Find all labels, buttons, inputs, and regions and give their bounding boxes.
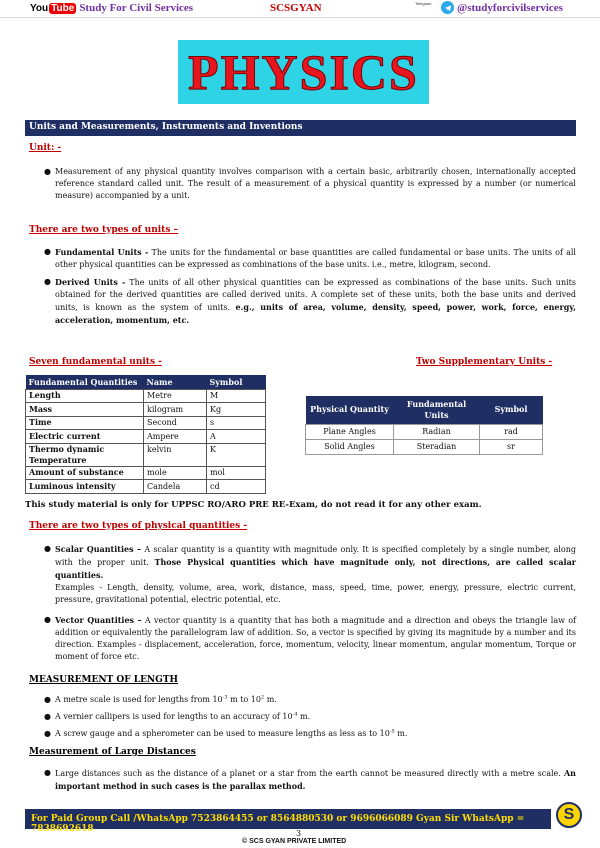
- brand-name: SCSGYAN: [270, 2, 322, 14]
- table-cell: A: [207, 430, 266, 444]
- table-cell: Metre: [144, 389, 207, 403]
- table-cell: Second: [144, 416, 207, 430]
- section-title-bar: Units and Measurements, Instruments and Inventions: [25, 120, 576, 136]
- derived-units-item: ● Derived Units - The units of all other physical quantities can be expressed as combinations of the base units. Such units obtained for the derived quantities are called derived units. A complete set of these units, both the base units and derived units, is known as the system of units. e.g., units of area, volume, density, speed, power, work, force, energy, acceleration, momentum, etc.: [44, 277, 576, 325]
- table-header-row: [306, 396, 543, 424]
- unit-heading: Unit: -: [29, 143, 62, 153]
- bullet-icon: ●: [44, 768, 51, 777]
- table-row: [26, 443, 266, 466]
- supplementary-units-table: [305, 396, 543, 455]
- vector-quantities-item: ● Vector Quantities – A vector quantity is a quantity that has both a magnitude and a direction and obeys the triangle law of addition or equivalently the parallelogram law of addition. So, a vector is specified by giving its magnitude by a number and its direction. Examples - displacement, acceleration, force, momentum, velocity, linear momentum, angular momentum, Torque or moment of force etc.: [44, 615, 576, 661]
- table-cell: Radian: [394, 424, 480, 439]
- column-header: Name: [144, 375, 207, 389]
- table-cell: Candela: [144, 480, 207, 494]
- length-item-2: ● A vernier callipers is used for lengths to an accuracy of $10^{-4}$ m.: [44, 711, 311, 721]
- telegram-handle: @studyforcivilservices: [457, 1, 563, 14]
- bullet-icon: ●: [44, 695, 51, 704]
- table-cell: M: [207, 389, 266, 403]
- table-cell: sr: [480, 439, 543, 454]
- column-header: Physical Quantity: [306, 396, 394, 424]
- table-row: [26, 403, 266, 417]
- telegram-icon: [441, 1, 454, 14]
- table-row: [26, 466, 266, 480]
- table-cell: Ampere: [144, 430, 207, 444]
- table-cell: kelvin: [144, 443, 207, 466]
- bullet-icon: ●: [44, 615, 51, 624]
- top-header: [0, 0, 600, 18]
- table-cell: mol: [207, 466, 266, 480]
- table-cell: cd: [207, 480, 266, 494]
- youtube-channel-link[interactable]: [30, 2, 193, 14]
- channel-name: Study For Civil Services: [79, 2, 194, 14]
- table-cell: Steradian: [394, 439, 480, 454]
- copyright-text: © SCS GYAN PRIVATE LIMITED: [242, 838, 347, 845]
- table-cell: Luminous intensity: [26, 480, 144, 494]
- bullet-icon: ●: [44, 247, 51, 256]
- table-cell: K: [207, 443, 266, 466]
- table-cell: Time: [26, 416, 144, 430]
- bullet-icon: ●: [44, 712, 51, 721]
- contact-banner: For Paid Group Call /WhatsApp 7523864455 or 8564880530 or 9696066089 Gyan Sir WhatsApp = 7838692618: [25, 809, 551, 829]
- large-distances-item: ● Large distances such as the distance of a planet or a star from the earth cannot be measured directly with a metre scale. An important method in such cases is the parallax method.: [44, 768, 576, 791]
- table-cell: Amount of substance: [26, 466, 144, 480]
- page-title-banner: [178, 40, 429, 104]
- length-item-1: ● A metre scale is used for lengths from $10^{-3}$ m to $10^2$ m.: [44, 694, 277, 704]
- table-cell: rad: [480, 424, 543, 439]
- table-cell: Thermo dynamic Temperature: [26, 443, 144, 466]
- seven-units-heading: Seven fundamental units -: [29, 357, 162, 367]
- bullet-icon: ●: [44, 277, 51, 286]
- table-cell: Length: [26, 389, 144, 403]
- table-cell: kilogram: [144, 403, 207, 417]
- table-row: [26, 389, 266, 403]
- fundamental-units-table: [25, 375, 266, 494]
- table-row: [306, 439, 543, 454]
- column-header: Symbol: [480, 396, 543, 424]
- unit-definition: ● Measurement of any physical quantity involves comparison with a certain basic, arbitrarily chosen, internationally accepted reference standard called unit. The result of a measurement of a physical quantity is expressed by a number (or numerical measure) accompanied by a unit.: [44, 167, 576, 200]
- length-item-3: ● A screw gauge and a spherometer can be used to measure lengths as less as to $10^{-5}$ m.: [44, 728, 408, 738]
- table-cell: Mass: [26, 403, 144, 417]
- table-row: [26, 430, 266, 444]
- large-distances-heading: Measurement of Large Distances: [29, 747, 196, 757]
- table-cell: Solid Angles: [306, 439, 394, 454]
- exam-notice: This study material is only for UPPSC RO/ARO PRE RE-Exam, do not read it for any other exam.: [25, 500, 482, 510]
- table-cell: s: [207, 416, 266, 430]
- supplementary-units-heading: Two Supplementary Units -: [416, 357, 553, 367]
- physical-types-heading: There are two types of physical quantities -: [29, 521, 248, 531]
- scs-logo-icon: S: [556, 802, 582, 828]
- telegram-label: Telegram: [415, 1, 432, 6]
- bullet-icon: ●: [44, 167, 51, 176]
- table-cell: Plane Angles: [306, 424, 394, 439]
- fundamental-units-item: ● Fundamental Units - The units for the fundamental or base quantities are called fundamental or base units. The units of all other physical quantities can be expressed as combinations of the base units. i.e., metre, kilogram, second.: [44, 247, 576, 269]
- table-cell: Kg: [207, 403, 266, 417]
- column-header: Fundamental Units: [394, 396, 480, 424]
- youtube-logo-you: You: [30, 2, 49, 14]
- table-row: [26, 416, 266, 430]
- table-cell: mole: [144, 466, 207, 480]
- bullet-icon: ●: [44, 729, 51, 738]
- youtube-logo-icon: Tube: [51, 2, 75, 14]
- telegram-link[interactable]: [413, 1, 563, 14]
- length-heading: MEASUREMENT OF LENGTH: [29, 675, 179, 685]
- page-number: 3: [296, 829, 302, 838]
- table-row: [26, 480, 266, 494]
- table-header-row: [26, 375, 266, 389]
- table-cell: Electric current: [26, 430, 144, 444]
- scalar-quantities-item: ● Scalar Quantities – A scalar quantity is a quantity with magnitude only. It is specified completely by a single number, along with the proper unit. Those Physical quantities which have magnitude only, not directions, are called scalar quantities. Examples - Length, density, volume, area, work, distance, mass, speed, time, power, energy, pressure, electric current, pressure, gravitational potential, electric potential, etc.: [44, 544, 576, 604]
- page-title: PHYSICS: [188, 44, 419, 100]
- table-row: [306, 424, 543, 439]
- bullet-icon: ●: [44, 544, 51, 553]
- column-header: Symbol: [207, 375, 266, 389]
- column-header: Fundamental Quantities: [26, 375, 144, 389]
- units-types-heading: There are two types of units –: [29, 225, 179, 235]
